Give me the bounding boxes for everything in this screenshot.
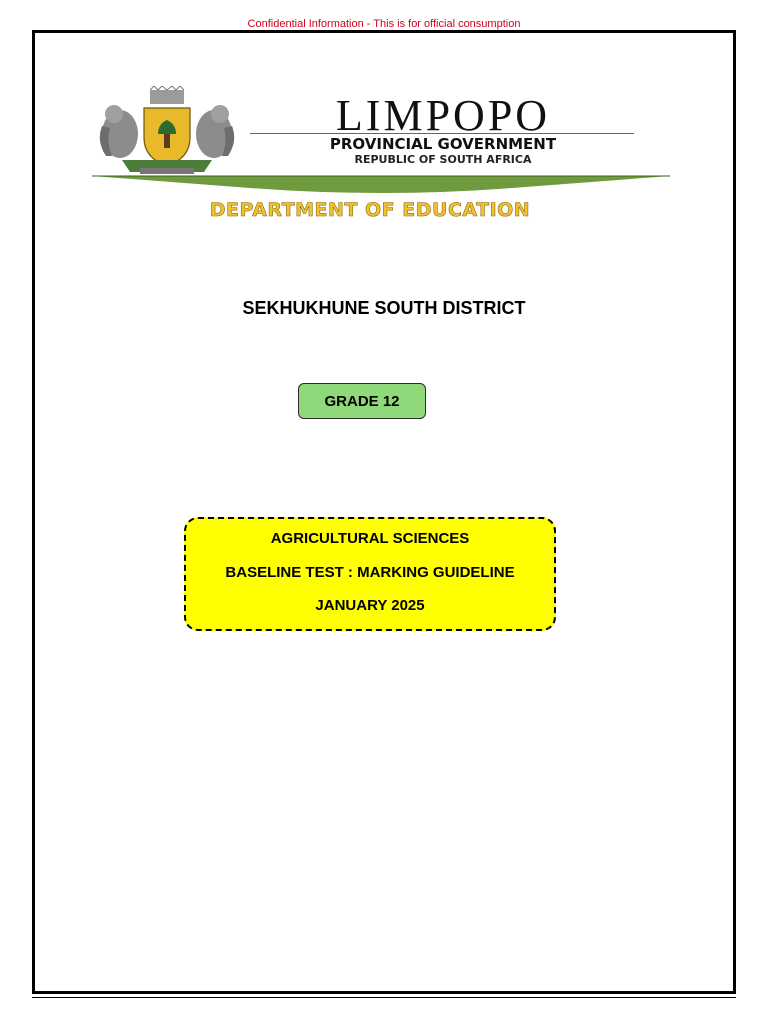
- subject-title: AGRICULTURAL SCIENCES: [270, 530, 470, 547]
- brand-rule: [250, 133, 634, 134]
- test-title-box: [184, 517, 556, 631]
- confidential-notice: Confidential Information - This is for official consumption: [247, 18, 521, 30]
- brand-subtitle: PROVINCIAL GOVERNMENT: [329, 135, 557, 153]
- test-date: JANUARY 2025: [315, 597, 425, 614]
- grade-badge: [298, 383, 426, 419]
- brand-subtitle-country: REPUBLIC OF SOUTH AFRICA: [354, 153, 532, 166]
- department-title: DEPARTMENT OF EDUCATION: [209, 199, 531, 221]
- brand-title: LIMPOPO: [335, 91, 551, 140]
- coat-of-arms-icon: [92, 86, 242, 178]
- green-band: [92, 172, 670, 196]
- test-title: BASELINE TEST : MARKING GUIDELINE: [225, 564, 515, 581]
- grade-label: GRADE 12: [324, 392, 400, 410]
- district-title: SEKHUKHUNE SOUTH DISTRICT: [242, 298, 526, 318]
